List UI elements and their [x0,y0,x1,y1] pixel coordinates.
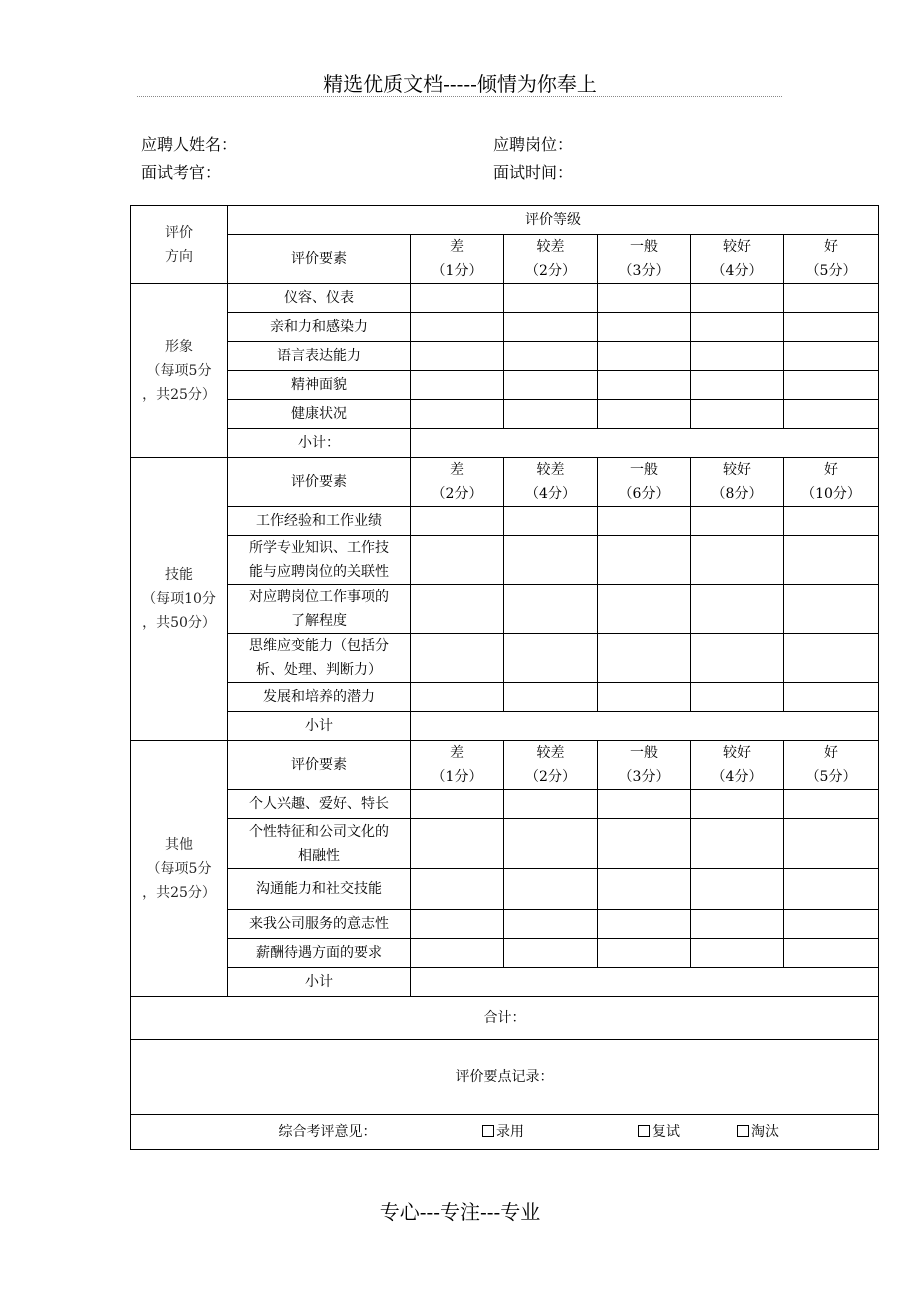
level-name: 一般 [630,745,658,761]
level-score: （8分） [711,486,763,502]
level-header [411,235,504,284]
position-label: 应聘岗位： [493,135,574,154]
interview-time-label: 面试时间： [493,163,574,182]
score-cell[interactable] [691,939,784,968]
level-header [784,235,879,284]
level-score: （5分） [805,263,857,279]
factor-line: 对应聘岗位工作事项的 [249,589,389,605]
page-footer: 专心---专注---专业 [379,1200,541,1224]
option-retest[interactable] [581,1120,737,1144]
score-cell[interactable] [598,683,691,712]
level-score: （5分） [805,769,857,785]
score-cell[interactable] [691,400,784,429]
score-cell[interactable] [691,313,784,342]
evaluation-table [130,205,879,1150]
score-cell[interactable] [504,819,598,869]
section-skill-label [131,458,228,741]
score-cell[interactable] [691,869,784,910]
score-cell[interactable] [598,819,691,869]
score-cell[interactable] [598,284,691,313]
factor-item: 健康状况 [228,400,411,429]
level-header [784,458,879,507]
factor-item: 仪容、仪表 [228,284,411,313]
score-cell[interactable] [504,400,598,429]
score-cell[interactable] [784,869,879,910]
score-cell[interactable] [504,683,598,712]
score-cell[interactable] [504,634,598,683]
level-score: （1分） [431,769,483,785]
factor-item: 亲和力和感染力 [228,313,411,342]
level-score: （4分） [711,263,763,279]
score-cell[interactable] [784,939,879,968]
factor-item: 个人兴趣、爱好、特长 [228,790,411,819]
level-header [691,458,784,507]
checkbox-icon[interactable] [737,1125,749,1137]
score-cell[interactable] [411,342,504,371]
score-cell[interactable] [598,910,691,939]
factor-item [228,634,411,683]
score-cell[interactable] [784,400,879,429]
level-header [598,741,691,790]
factor-item: 来我公司服务的意志性 [228,910,411,939]
level-name: 差 [450,462,464,478]
factor-header: 评价要素 [228,235,411,284]
factor-item [228,585,411,634]
section-weight: （每项5分 [146,860,212,877]
factor-item: 工作经验和工作业绩 [228,507,411,536]
level-name: 较好 [723,239,751,255]
total-row[interactable]: 合计： [131,997,879,1040]
level-score: （2分） [431,486,483,502]
score-cell[interactable] [411,634,504,683]
score-cell[interactable] [691,910,784,939]
score-cell[interactable] [411,939,504,968]
score-cell[interactable] [784,790,879,819]
factor-header: 评价要素 [228,741,411,790]
score-cell[interactable] [691,284,784,313]
option-label: 淘汰 [751,1124,780,1140]
subtotal-label: 小计 [228,712,411,741]
score-cell[interactable] [411,507,504,536]
score-cell[interactable] [504,371,598,400]
score-cell[interactable] [504,342,598,371]
direction-header-cell [131,206,228,284]
score-cell[interactable] [784,371,879,400]
level-header [504,741,598,790]
level-name: 好 [824,745,839,761]
level-header [504,235,598,284]
score-cell[interactable] [784,910,879,939]
score-cell[interactable] [504,536,598,585]
score-cell[interactable] [504,284,598,313]
level-header [411,741,504,790]
level-score: （1分） [431,263,483,279]
level-header [691,741,784,790]
subtotal-label: 小计 [228,968,411,997]
score-cell[interactable] [784,313,879,342]
level-name: 较好 [723,745,751,761]
grade-header: 评价等级 [228,206,879,235]
score-cell[interactable] [598,790,691,819]
factor-item: 语言表达能力 [228,342,411,371]
score-cell[interactable] [691,536,784,585]
level-header [411,458,504,507]
level-score: （3分） [618,769,670,785]
subtotal-value-cell[interactable] [411,968,879,997]
score-cell[interactable] [598,536,691,585]
score-cell[interactable] [411,910,504,939]
header-divider [137,96,782,97]
score-cell[interactable] [411,869,504,910]
factor-line: 相融性 [298,847,340,864]
level-name: 一般 [630,239,658,255]
score-cell[interactable] [504,869,598,910]
score-cell[interactable] [411,536,504,585]
score-cell[interactable] [784,284,879,313]
score-cell[interactable] [691,819,784,869]
option-label: 复试 [652,1124,681,1140]
score-cell[interactable] [691,683,784,712]
score-cell[interactable] [784,634,879,683]
direction-header-line1: 评价 [165,224,193,241]
section-other-label [131,741,228,997]
score-cell[interactable] [411,819,504,869]
score-cell[interactable] [411,400,504,429]
score-cell[interactable] [598,342,691,371]
level-name: 好 [824,462,839,478]
conclusion-label: 综合考评意见： [278,1124,377,1140]
option-hire[interactable] [425,1120,581,1144]
level-name: 差 [450,745,464,761]
page-header-title: 精选优质文档-----倾情为你奉上 [323,72,597,96]
level-header [598,235,691,284]
score-cell[interactable] [411,585,504,634]
level-header [598,458,691,507]
subtotal-value-cell[interactable] [411,712,879,741]
level-name: 较好 [723,462,751,478]
score-cell[interactable] [411,371,504,400]
level-name: 差 [450,239,464,255]
applicant-name-label: 应聘人姓名： [141,135,238,154]
score-cell[interactable] [784,342,879,371]
level-name: 较差 [536,462,565,478]
score-cell[interactable] [411,284,504,313]
section-weight: （每项5分 [146,362,212,379]
subtotal-label: 小计： [228,429,411,458]
section-title: 其他 [165,836,193,853]
score-cell[interactable] [784,536,879,585]
level-name: 一般 [630,462,658,478]
checkbox-icon[interactable] [638,1125,650,1137]
level-name: 好 [824,239,839,255]
score-cell[interactable] [784,683,879,712]
score-cell[interactable] [598,313,691,342]
section-weight: ，共25分） [142,386,216,403]
factor-line: 个性特征和公司文化的 [249,823,389,840]
section-title: 形象 [165,338,193,355]
score-cell[interactable] [784,585,879,634]
factor-item: 沟通能力和社交技能 [228,869,411,910]
score-cell[interactable] [411,790,504,819]
factor-item: 精神面貌 [228,371,411,400]
score-cell[interactable] [504,507,598,536]
option-reject[interactable] [737,1120,779,1144]
factor-line: 能与应聘岗位的关联性 [249,564,389,580]
score-cell[interactable] [598,869,691,910]
level-score: （6分） [618,486,670,502]
score-cell[interactable] [691,342,784,371]
section-image-label [131,284,228,458]
interviewer-label: 面试考官： [141,163,222,182]
factor-line: 思维应变能力（包括分 [249,638,389,654]
level-score: （2分） [525,769,576,785]
subtotal-value-cell[interactable] [411,429,879,458]
factor-header: 评价要素 [228,458,411,507]
notes-row[interactable]: 评价要点记录： [131,1040,879,1115]
score-cell[interactable] [504,939,598,968]
factor-item: 发展和培养的潜力 [228,683,411,712]
level-name: 较差 [536,745,565,761]
score-cell[interactable] [411,683,504,712]
factor-line: 所学专业知识、工作技 [249,540,389,556]
level-score: （4分） [711,769,763,785]
score-cell[interactable] [691,790,784,819]
score-cell[interactable] [598,585,691,634]
section-title: 技能 [165,567,193,583]
factor-item: 薪酬待遇方面的要求 [228,939,411,968]
score-cell[interactable] [504,790,598,819]
factor-item [228,819,411,869]
factor-line: 析、处理、判断力） [256,662,382,678]
section-weight: ，共50分） [142,615,216,631]
section-weight: ，共25分） [142,884,216,901]
score-cell[interactable] [784,507,879,536]
conclusion-row [131,1115,879,1150]
level-score: （2分） [525,263,576,279]
score-cell[interactable] [598,507,691,536]
score-cell[interactable] [691,371,784,400]
score-cell[interactable] [504,585,598,634]
level-score: （4分） [525,486,576,502]
level-header [691,235,784,284]
checkbox-icon[interactable] [482,1125,494,1137]
score-cell[interactable] [691,634,784,683]
score-cell[interactable] [598,634,691,683]
section-weight: （每项10分 [142,591,216,607]
level-score: （3分） [618,263,670,279]
level-header [504,458,598,507]
level-name: 较差 [536,239,565,255]
score-cell[interactable] [598,939,691,968]
level-header [784,741,879,790]
score-cell[interactable] [411,313,504,342]
level-score: （10分） [801,486,861,502]
factor-line: 了解程度 [291,613,347,629]
score-cell[interactable] [691,585,784,634]
option-label: 录用 [496,1124,525,1140]
score-cell[interactable] [504,313,598,342]
factor-item [228,536,411,585]
score-cell[interactable] [784,819,879,869]
score-cell[interactable] [598,371,691,400]
direction-header-line2: 方向 [165,248,193,265]
score-cell[interactable] [598,400,691,429]
score-cell[interactable] [691,507,784,536]
score-cell[interactable] [504,910,598,939]
